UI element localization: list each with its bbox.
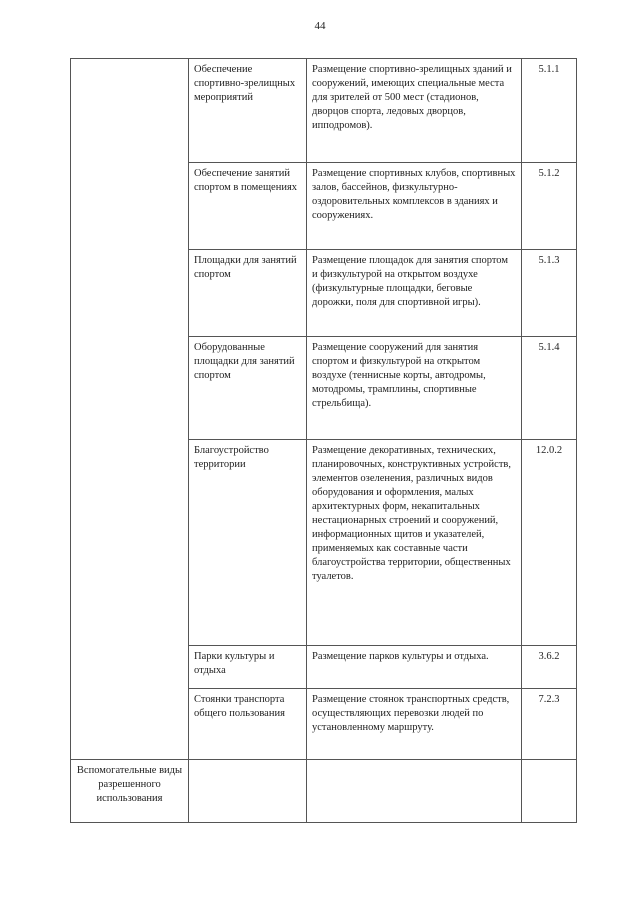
- use-description-cell: Размещение спортивно-зрелищных зданий и сооружений, имеющих специальные места для зрителей от 500 мест (стадионов, дворцов спорта, ледовых дворцов, ипподромов).: [307, 59, 522, 163]
- use-code-cell: 12.0.2: [522, 440, 577, 646]
- use-description-cell: Размещение стоянок транспортных средств, осуществляющих перевозки людей по установленному маршруту.: [307, 689, 522, 760]
- use-name-cell: Обеспечение занятий спортом в помещениях: [189, 163, 307, 250]
- use-description-cell: Размещение парков культуры и отдыха.: [307, 646, 522, 689]
- land-use-table: [70, 58, 577, 823]
- use-code-cell: 5.1.4: [522, 337, 577, 440]
- use-name-cell: Стоянки транспорта общего пользования: [189, 689, 307, 760]
- use-name-cell: Оборудованные площадки для занятий спортом: [189, 337, 307, 440]
- category-cell-empty: [71, 59, 189, 760]
- use-name-cell: Площадки для занятий спортом: [189, 250, 307, 337]
- table-row: [71, 760, 577, 823]
- use-description-cell: Размещение спортивных клубов, спортивных залов, бассейнов, физкультурно-оздоровительных комплексов в зданиях и сооружениях.: [307, 163, 522, 250]
- use-description-cell: Размещение площадок для занятия спортом и физкультурой на открытом воздухе (физкультурные площадки, беговые дорожки, поля для спортивной игры).: [307, 250, 522, 337]
- auxiliary-uses-label: Вспомогательные виды разрешенного использования: [71, 760, 189, 823]
- table-row: [71, 59, 577, 163]
- use-code-cell: 3.6.2: [522, 646, 577, 689]
- use-description-cell: Размещение декоративных, технических, планировочных, конструктивных устройств, элементов озеленения, различных видов оборудования и оформления, малых архитектурных форм, некапитальных нестационарных строений и сооружений, информационных щитов и указателей, применяемых как составные части благоустройства территории, общественных туалетов.: [307, 440, 522, 646]
- empty-cell: [307, 760, 522, 823]
- use-description-cell: Размещение сооружений для занятия спортом и физкультурой на открытом воздухе (теннисные корты, автодромы, мотодромы, трамплины, спортивные стрельбища).: [307, 337, 522, 440]
- empty-cell: [189, 760, 307, 823]
- use-name-cell: Благоустройство территории: [189, 440, 307, 646]
- use-code-cell: 5.1.3: [522, 250, 577, 337]
- page-number: 44: [314, 20, 326, 32]
- use-code-cell: 7.2.3: [522, 689, 577, 760]
- use-code-cell: 5.1.2: [522, 163, 577, 250]
- use-code-cell: 5.1.1: [522, 59, 577, 163]
- use-name-cell: Обеспечение спортивно-зрелищных мероприятий: [189, 59, 307, 163]
- empty-cell: [522, 760, 577, 823]
- use-name-cell: Парки культуры и отдыха: [189, 646, 307, 689]
